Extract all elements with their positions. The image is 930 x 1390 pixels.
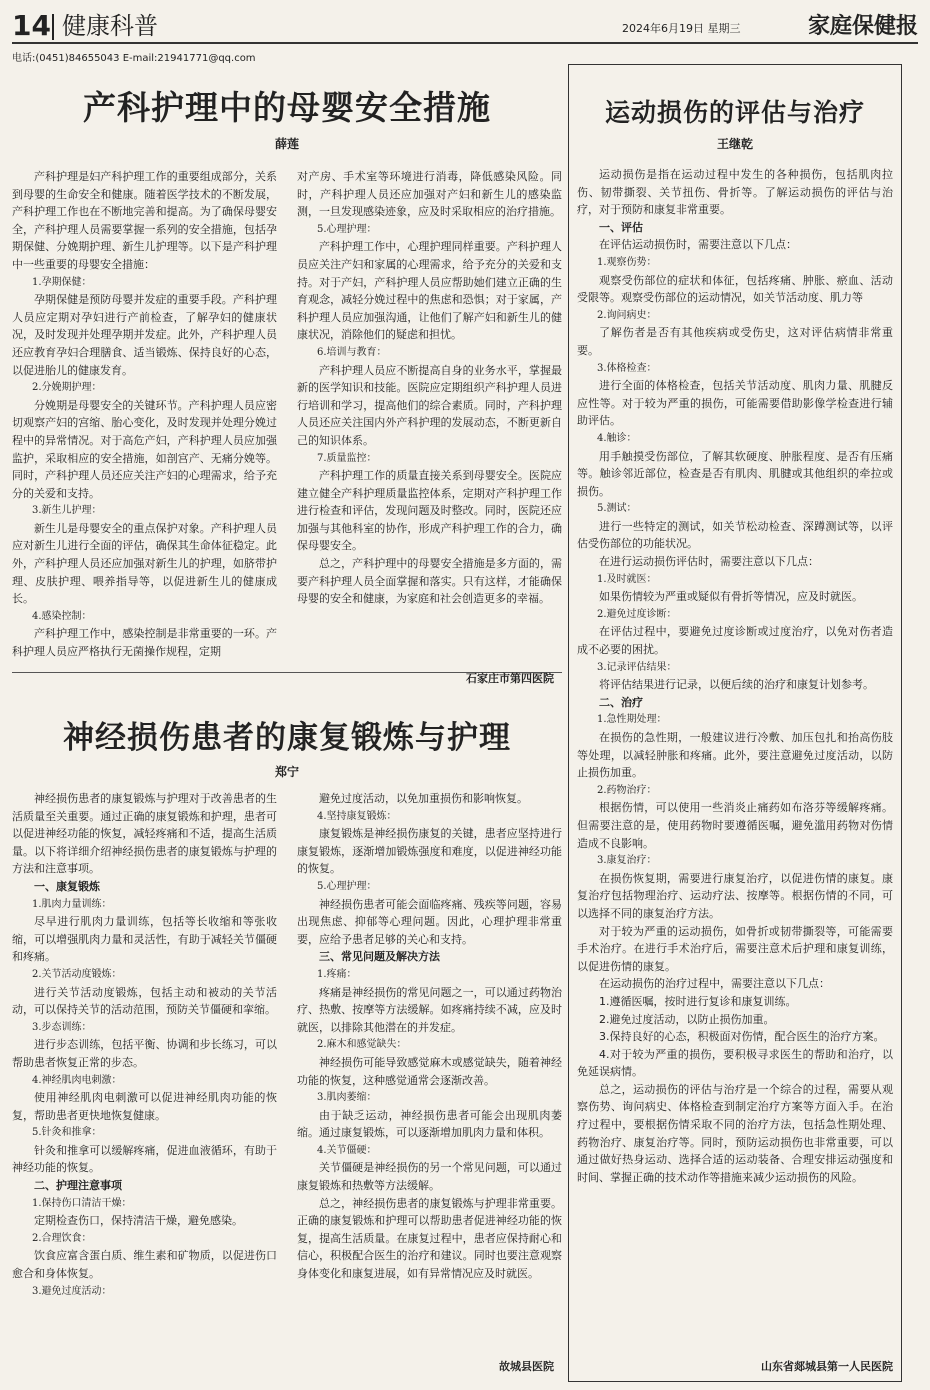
subheading: 2.关节活动度锻炼： — [32, 968, 122, 980]
article-author: 王继乾 — [716, 137, 753, 151]
section-title: 健康科普 — [62, 12, 158, 40]
paragraph: 在损伤恢复期，需要进行康复治疗，以促进伤情的康复。康复治疗包括物理治疗、运动疗法、按摩等。根据伤情的不同，可以选择不同的康复治疗方法。 — [577, 871, 893, 920]
article-sports-injury — [568, 64, 902, 1382]
paragraph: 尽早进行肌肉力量训练，包括等长收缩和等张收缩，可以增强肌肉力量和灵活性，有助于减轻关节僵硬和疼痛。 — [12, 915, 277, 964]
subheading: 3.新生儿护理： — [32, 505, 102, 517]
paragraph: 由于缺乏运动，神经损伤患者可能会出现肌肉萎缩。通过康复锻炼，可以逐渐增加肌肉力量和体积。 — [297, 1108, 562, 1140]
subheading: 二、护理注意事项 — [34, 1179, 122, 1193]
article-column-left — [12, 790, 277, 1300]
subheading: 一、康复锻炼 — [34, 879, 100, 893]
paragraph: 神经损伤患者可能会面临疼痛、残疾等问题，容易出现焦虑、抑郁等心理问题。因此，心理护理非常重要，应给予患者足够的关心和支持。 — [297, 897, 562, 946]
contact-info: 电话:(0451)84655043 E-mail:21941771@qq.com — [12, 53, 256, 64]
subheading: 1.及时就医： — [597, 573, 657, 585]
paragraph: 了解伤者是否有其他疾病或受伤史，这对评估病情非常重要。 — [577, 326, 893, 357]
paragraph: 对于较为严重的运动损伤，如骨折或韧带撕裂等，可能需要手术治疗。在进行手术治疗后，需要注意术后护理和康复训练，以促进伤情的康复。 — [577, 924, 893, 973]
paragraph: 在损伤的急性期，一般建议进行冷敷、加压包扎和抬高伤肢等处理，以减轻肿胀和疼痛。此外，要注意避免过度活动，以防止损伤加重。 — [577, 731, 893, 780]
subheading: 2.合理饮食： — [32, 1232, 92, 1244]
subheading: 3.康复治疗： — [597, 855, 657, 867]
subheading: 4.触诊： — [597, 432, 637, 444]
paragraph: 关节僵硬是神经损伤的另一个常见问题，可以通过康复锻炼和热敷等方法缓解。 — [297, 1161, 562, 1193]
paragraph: 用手触摸受伤部位，了解其软硬度、肿胀程度、是否有压痛等。触诊邻近部位，检查是否有肌肉、肌腱或其他组织的牵拉或损伤。 — [577, 449, 893, 498]
subheading: 3.记录评估结果： — [597, 661, 677, 673]
paragraph: 疼痛是神经损伤的常见问题之一，可以通过药物治疗、热敷、按摩等方法缓解。如疼痛持续不减，应及时就医，以排除其他潜在的并发症。 — [297, 985, 562, 1034]
paragraph: 进行步态训练，包括平衡、协调和步长练习，可以帮助患者恢复正常的步态。 — [12, 1038, 277, 1069]
paragraph: 进行关节活动度锻炼，包括主动和被动的关节活动，可以保持关节的活动范围，预防关节僵硬和挛缩。 — [12, 985, 277, 1017]
hospital-source: 石家庄市第四医院 — [466, 672, 554, 685]
subheading: 4.坚持康复锻炼： — [317, 810, 397, 822]
paragraph: 在评估过程中，要避免过度诊断或过度治疗，以免对伤者造成不必要的困扰。 — [577, 625, 893, 657]
article-title: 产科护理中的母婴安全措施 — [83, 88, 491, 127]
paragraph: 产科护理人员应不断提高自身的业务水平，掌握最新的医学知识和技能。医院应定期组织产科护理人员进行培训和学习，提高他们的综合素质。同时，产科护理人员还应关注国内外产科护理的发展动态，不断更新自己的知识体系。 — [297, 363, 562, 447]
subheading: 1.观察伤势： — [597, 256, 657, 268]
subheading: 3.肌肉萎缩： — [317, 1092, 377, 1104]
subheading: 1.疼痛： — [317, 968, 357, 980]
paragraph: 3.保持良好的心态，积极面对伤情，配合医生的治疗方案。 — [599, 1030, 885, 1044]
article-maternal-safety — [12, 66, 562, 686]
paragraph: 定期检查伤口，保持清洁干燥，避免感染。 — [34, 1214, 243, 1228]
page-number: 14 — [12, 9, 51, 42]
subheading: 2.麻木和感觉缺失： — [317, 1039, 407, 1051]
subheading: 4.关节僵硬： — [317, 1144, 377, 1156]
article-column-right — [297, 790, 562, 1300]
subheading: 7.质量监控： — [317, 452, 377, 464]
subheading: 6.培训与教育： — [317, 346, 387, 358]
header-divider — [52, 14, 54, 40]
paragraph: 神经损伤可能导致感觉麻木或感觉缺失，随着神经功能的恢复，这种感觉通常会逐渐改善。 — [297, 1055, 562, 1087]
paragraph: 1.遵循医嘱，按时进行复诊和康复训练。 — [599, 994, 797, 1008]
paragraph: 产科护理是妇产科护理工作的重要组成部分，关系到母婴的生命安全和健康。随着医学技术的不断发展，产科护理工作也在不断地完善和提高。为了确保母婴安全，产科护理人员需要掌握一系列的安全措施，包括孕期保健、分娩期护理、新生儿护理等。以下是产科护理中一些重要的母婴安全措施： — [12, 170, 277, 271]
paragraph: 饮食应富含蛋白质、维生素和矿物质，以促进伤口愈合和身体恢复。 — [12, 1249, 277, 1281]
paragraph: 如果伤情较为严重或疑似有骨折等情况，应及时就医。 — [599, 590, 863, 604]
article-column-left — [12, 168, 277, 661]
paragraph: 康复锻炼是神经损伤康复的关键，患者应坚持进行康复锻炼，逐渐增加锻炼强度和难度，以促进神经功能的恢复。 — [297, 827, 562, 876]
subheading: 一、评估 — [599, 220, 643, 234]
subheading: 2.避免过度诊断： — [597, 608, 677, 620]
subheading: 5.测试： — [597, 503, 637, 515]
subheading: 3.避免过度活动： — [32, 1285, 112, 1297]
paragraph: 观察受伤部位的症状和体征，包括疼痛、肿胀、瘀血、活动受限等。观察受伤部位的运动情况，如关节活动度、肌力等 — [577, 273, 893, 305]
subheading: 3.步态训练： — [32, 1021, 92, 1033]
paragraph: 产科护理工作的质量直接关系到母婴安全。医院应建立健全产科护理质量监控体系，定期对产科护理工作进行检查和评估，发现问题及时整改。同时，医院还应加强与其他科室的协作，形成产科护理工作的合力，确保母婴安全。 — [297, 469, 562, 553]
paragraph: 分娩期是母婴安全的关键环节。产科护理人员应密切观察产妇的宫缩、胎心变化，及时发现并处理分娩过程中的异常情况。对于高危产妇，产科护理人员应加强监护，采取相应的安全措施，如剖宫产、无痛分娩等。同时，产科护理人员还应关注产妇的心理需求，给予充分的关爱和支持。 — [12, 398, 277, 500]
hospital-source: 故城县医院 — [499, 1360, 554, 1373]
subheading: 3.体格检查： — [597, 362, 657, 374]
issue-date: 2024年6月19日 星期三 — [622, 22, 741, 35]
paragraph: 神经损伤患者的康复锻炼与护理对于改善患者的生活质量至关重要。通过正确的康复锻炼和护理，患者可以促进神经功能的恢复，减轻疼痛和不适，提高生活质量。以下将详细介绍神经损伤患者的康复锻炼与护理的方法和注意事项。 — [12, 792, 277, 876]
subheading: 5.针灸和推拿： — [32, 1127, 102, 1139]
paragraph: 产科护理工作中，心理护理同样重要。产科护理人员应关注产妇和家属的心理需求，给予充分的关爱和支持。对于产妇，产科护理人员应帮助她们建立正确的生育观念，减轻分娩过程中的焦虑和恐惧；对于家属，产科护理人员应加强沟通，让他们了解产妇和新生儿的健康状况，消除他们的疑虑和担忧。 — [297, 240, 562, 342]
paragraph: 总之，运动损伤的评估与治疗是一个综合的过程，需要从观察伤势、询问病史、体格检查到制定治疗方案等方面入手。在治疗过程中，要根据伤情采取不同的治疗方法，包括急性期处理、药物治疗、康复治疗等。同时，预防运动损伤也非常重要，可以通过做好热身运动、选择合适的运动装备、合理安排运动强度和时间、掌握正确的技术动作等措施来减少运动损伤的风险。 — [577, 1082, 893, 1184]
article-body — [577, 166, 893, 1186]
subheading: 二、治疗 — [599, 695, 643, 709]
subheading: 1.保持伤口清洁干燥： — [32, 1197, 132, 1209]
subheading: 三、常见问题及解决方法 — [319, 950, 440, 964]
paragraph: 孕期保健是预防母婴并发症的重要手段。产科护理人员应定期对孕妇进行产前检查，了解孕妇的健康状况，及时发现并处理孕期并发症。此外，产科护理人员还应教育孕妇合理膳食、适当锻炼、保持良好的心态，以促进胎儿的健康发育。 — [12, 293, 277, 377]
article-author: 郑宁 — [274, 765, 299, 779]
paragraph: 4.对于较为严重的损伤，要积极寻求医生的帮助和治疗，以免延误病情。 — [577, 1047, 893, 1079]
subheading: 1.肌肉力量训练： — [32, 898, 112, 910]
paragraph: 将评估结果进行记录，以便后续的治疗和康复计划参考。 — [599, 678, 874, 692]
subheading: 2.询问病史： — [597, 309, 657, 321]
subheading: 4.感染控制： — [32, 610, 92, 622]
paragraph: 运动损伤是指在运动过程中发生的各种损伤，包括肌肉拉伤、韧带撕裂、关节扭伤、骨折等。了解运动损伤的评估与治疗，对于预防和康复非常重要。 — [577, 168, 893, 217]
paragraph: 针灸和推拿可以缓解疼痛，促进血液循环，有助于神经功能的恢复。 — [12, 1143, 277, 1175]
article-nerve-rehab — [12, 690, 562, 1380]
subheading: 2.药物治疗： — [597, 784, 657, 796]
paragraph: 总之，神经损伤患者的康复锻炼与护理非常重要。正确的康复锻炼和护理可以帮助患者促进神经功能的恢复，提高生活质量。在康复过程中，患者应保持耐心和信心，积极配合医生的治疗和建议。同时也要注意观察身体变化和康复进展，如有异常情况应及时就医。 — [297, 1196, 562, 1281]
paragraph: 总之，产科护理中的母婴安全措施是多方面的，需要产科护理人员全面掌握和落实。只有这样，才能确保母婴的安全和健康，为家庭和社会创造更多的幸福。 — [297, 557, 562, 606]
paragraph: 在运动损伤的治疗过程中，需要注意以下几点： — [599, 977, 830, 991]
subheading: 4.神经肌肉电刺激： — [32, 1074, 122, 1086]
paragraph: 在评估运动损伤时，需要注意以下几点： — [599, 238, 797, 252]
paragraph: 新生儿是母婴安全的重点保护对象。产科护理人员应对新生儿进行全面的评估，确保其生命体征稳定。此外，产科护理人员还应加强对新生儿的护理，如脐带护理、皮肤护理、喂养指导等，以促进新生儿的健康成长。 — [12, 521, 277, 606]
subheading: 5.心理护理： — [317, 223, 377, 235]
paragraph: 产科护理工作中，感染控制是非常重要的一环。产科护理人员应严格执行无菌操作规程，定期 — [12, 627, 277, 659]
paragraph: 进行一些特定的测试，如关节松动检查、深蹲测试等，以评估受伤部位的功能状况。 — [577, 519, 893, 551]
paragraph: 对产房、手术室等环境进行消毒，降低感染风险。同时，产科护理人员还应加强对产妇和新生儿的感染监测，一旦发现感染迹象，应及时采取相应的治疗措施。 — [297, 170, 562, 219]
hospital-source: 山东省郯城县第一人民医院 — [761, 1360, 893, 1373]
article-author: 薛莲 — [274, 137, 299, 151]
subheading: 5.心理护理： — [317, 880, 377, 892]
article-title: 运动损伤的评估与治疗 — [604, 98, 865, 127]
page-header — [12, 8, 918, 44]
subheading: 2.分娩期护理： — [32, 382, 102, 394]
paragraph: 根据伤情，可以使用一些消炎止痛药如布洛芬等缓解疼痛。但需要注意的是，使用药物时要遵循医嘱，避免滥用药物对伤情造成不良影响。 — [577, 801, 893, 850]
subheading: 1.孕期保健： — [32, 276, 92, 288]
paragraph: 避免过度活动，以免加重损伤和影响恢复。 — [319, 792, 528, 805]
paragraph: 进行全面的体格检查，包括关节活动度、肌肉力量、肌腱反应性等。对于较为严重的损伤，可能需要借助影像学检查进行辅助评估。 — [577, 379, 893, 428]
subheading: 1.急性期处理： — [597, 714, 667, 726]
article-title: 神经损伤患者的康复锻炼与护理 — [63, 720, 511, 756]
newspaper-name: 家庭保健报 — [807, 13, 918, 39]
paragraph: 使用神经肌肉电刺激可以促进神经肌肉功能的恢复，帮助患者更快地恢复健康。 — [12, 1091, 277, 1122]
article-column-right — [297, 168, 562, 661]
paragraph: 在进行运动损伤评估时，需要注意以下几点： — [599, 555, 819, 569]
paragraph: 2.避免过度活动，以防止损伤加重。 — [599, 1012, 775, 1026]
